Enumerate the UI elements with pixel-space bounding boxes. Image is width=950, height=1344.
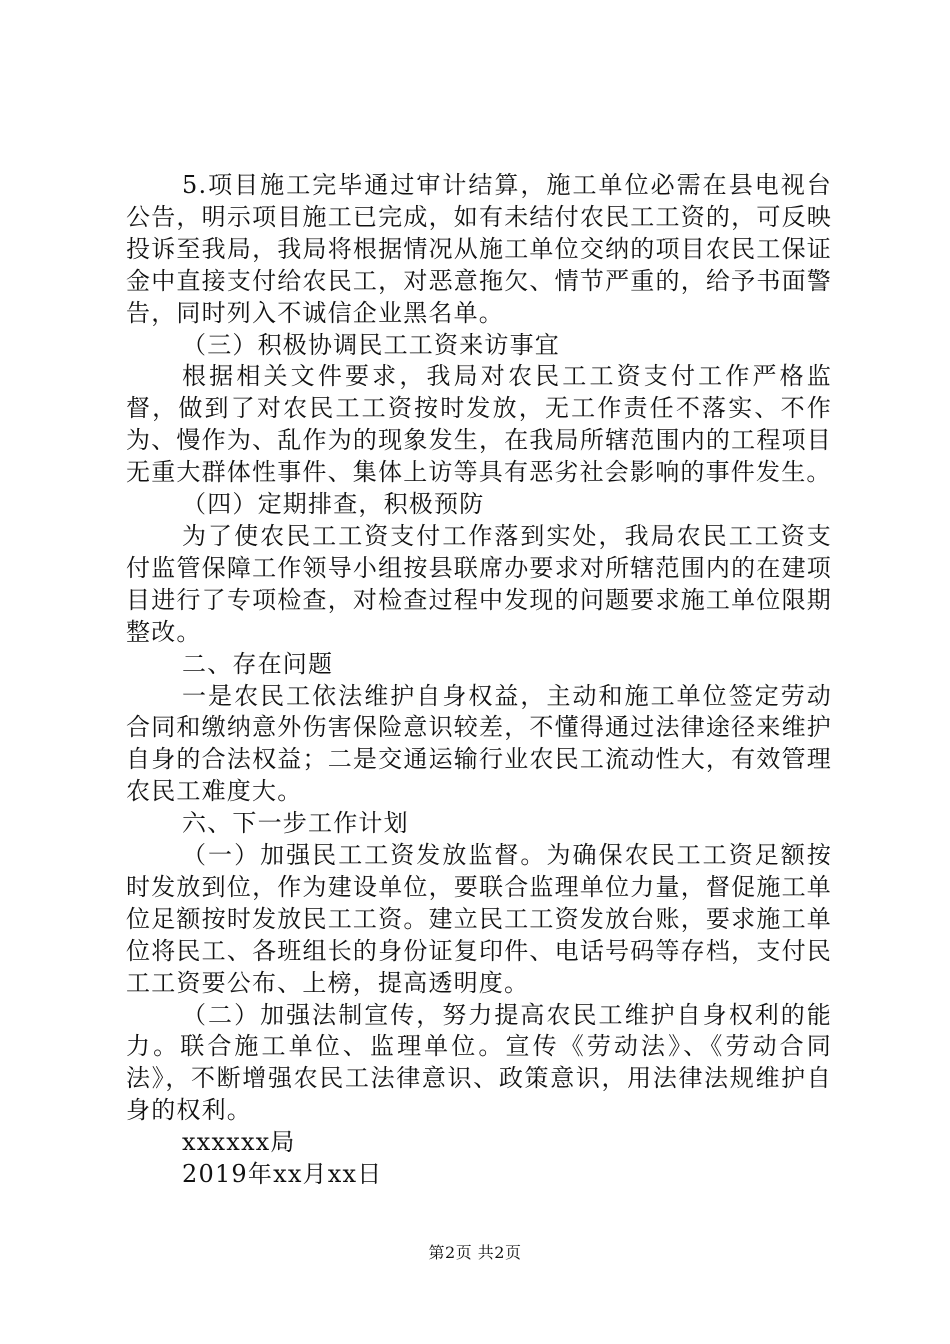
section-heading-4: （四）定期排查，积极预防 <box>182 490 485 519</box>
section-heading-problems: 二、存在问题 <box>182 649 334 678</box>
page-number-label: 第2页 共2页 <box>428 1243 522 1262</box>
paragraph-item-5-deposit: 5.项目施工完毕通过审计结算，施工单位必需在县电视台公告，明示项目施工已完成，如有未结付农民工工资的，可反映投诉至我局，我局将根据情况从施工单位交纳的项目农民工保证金中直接支付给农民工，对恶意拖欠、情节严重的，给予书面警告，同时列入不诚信企业黑名单。 <box>126 171 832 327</box>
document-body <box>126 170 832 1191</box>
section-heading-next-plan: 六、下一步工作计划 <box>182 809 409 838</box>
signature-date: 2019年xx月xx日 <box>182 1160 383 1189</box>
signature-organization: xxxxxx局 <box>182 1128 296 1157</box>
paragraph-inspection: 为了使农民工工资支付工作落到实处，我局农民工工资支付监管保障工作领导小组按县联席办要求对所辖范围内的在建项目进行了专项检查，对检查过程中发现的问题要求施工单位限期整改。 <box>126 521 832 646</box>
paragraph-plan-1: （一）加强民工工资发放监督。为确保农民工工资足额按时发放到位，作为建设单位，要联合监理单位力量，督促施工单位足额按时发放民工工资。建立民工工资发放台账，要求施工单位将民工、各班组长的身份证复印件、电话号码等存档，支付民工工资要公布、上榜，提高透明度。 <box>126 841 832 997</box>
paragraph-problems: 一是农民工依法维护自身权益，主动和施工单位签定劳动合同和缴纳意外伤害保险意识较差，不懂得通过法律途径来维护自身的合法权益；二是交通运输行业农民工流动性大，有效管理农民工难度大。 <box>126 681 832 806</box>
page-footer <box>0 1243 950 1263</box>
paragraph-supervision: 根据相关文件要求，我局对农民工工资支付工作严格监督，做到了对农民工工资按时发放，无工作责任不落实、不作为、慢作为、乱作为的现象发生，在我局所辖范围内的工程项目无重大群体性事件、集体上访等具有恶劣社会影响的事件发生。 <box>126 362 832 487</box>
paragraph-plan-2: （二）加强法制宣传，努力提高农民工维护自身权利的能力。联合施工单位、监理单位。宣传《劳动法》、《劳动合同法》，不断增强农民工法律意识、政策意识，用法律法规维护自身的权利。 <box>126 1000 832 1125</box>
section-heading-3: （三）积极协调民工工资来访事宜 <box>182 330 560 359</box>
